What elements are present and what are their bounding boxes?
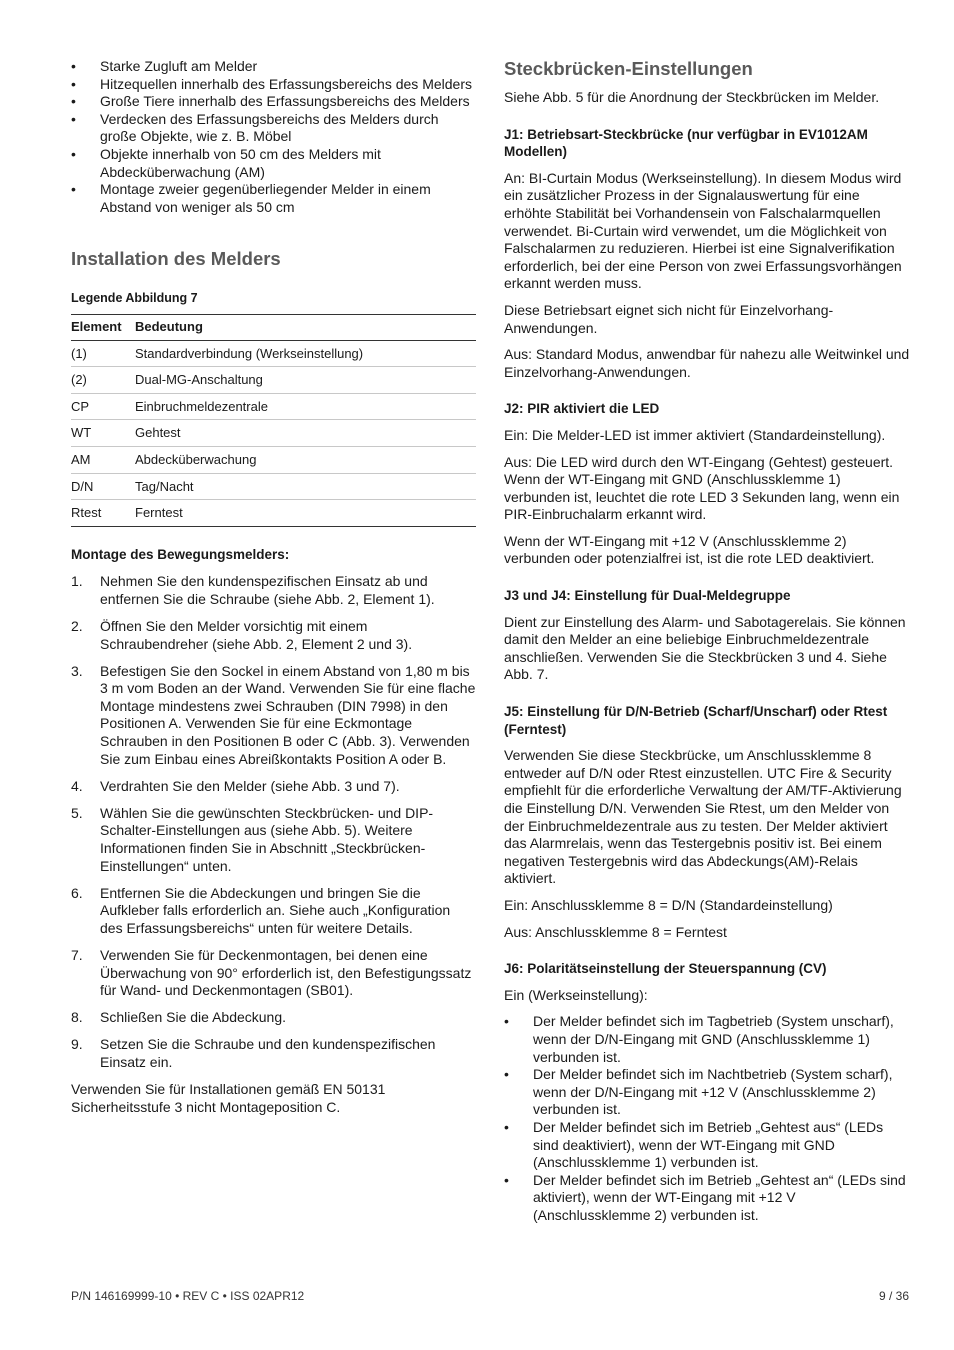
paragraph: Wenn der WT-Eingang mit +12 V (Anschlussklemme 2) verbunden oder potenzialfrei ist, ist die rote LED deaktiviert. <box>504 532 875 567</box>
table-cell: Tag/Nacht <box>135 473 476 500</box>
table-row <box>71 367 476 394</box>
j2-heading: J2: PIR aktiviert die LED <box>504 401 660 417</box>
j1-heading: J1: Betriebsart-Steckbrücke (nur verfügbar in EV1012AM Modellen) <box>504 126 868 160</box>
step-text: Setzen Sie die Schraube und den kundenspezifischen Einsatz ein. <box>100 1036 436 1070</box>
step-text: Schließen Sie die Abdeckung. <box>100 1009 287 1026</box>
step-number: 2. <box>71 617 83 634</box>
right-column <box>504 58 910 1224</box>
table-cell: CP <box>71 393 135 420</box>
list-item: • Der Melder befindet sich im Betrieb „Gehtest an“ (LEDs sind aktiviert), wenn der WT-Eingang mit +12 V (Anschlussklemme 2) verbunden ist. <box>504 1172 910 1225</box>
list-item <box>71 947 476 1000</box>
table-row <box>71 393 476 420</box>
table-cell: (2) <box>71 367 135 394</box>
list-item: • Große Tiere innerhalb des Erfassungsbereichs des Melders <box>71 93 476 111</box>
step-number: 9. <box>71 1036 83 1053</box>
step-text: Verdrahten Sie den Melder (siehe Abb. 3 und 7). <box>100 777 400 794</box>
list-item <box>71 1009 476 1027</box>
paragraph: Diese Betriebsart eignet sich nicht für Einzelvorhang-Anwendungen. <box>504 301 834 336</box>
step-number: 8. <box>71 1009 83 1026</box>
step-text: Entfernen Sie die Abdeckungen und bringen Sie die Aufkleber falls erforderlich an. Siehe auch „Konfiguration des Erfassungsbereichs“ unten für weitere Details. <box>100 884 451 936</box>
footer-page-number: 9 / 36 <box>878 1289 909 1303</box>
hazard-list <box>71 58 476 216</box>
list-item: • Der Melder befindet sich im Tagbetrieb (System unscharf), wenn der D/N-Eingang mit GND (Anschlussklemme 1) verbunden ist. <box>504 1013 910 1066</box>
table-cell: D/N <box>71 473 135 500</box>
list-item <box>71 805 476 875</box>
list-item <box>71 618 476 653</box>
table-cell: Standardverbindung (Werkseinstellung) <box>135 340 476 367</box>
column-header: Bedeutung <box>135 314 476 340</box>
paragraph: Aus: Anschlussklemme 8 = Ferntest <box>504 923 727 940</box>
step-number: 1. <box>71 573 83 590</box>
paragraph: An: BI-Curtain Modus (Werkseinstellung). In diesem Modus wird ein zusätzlicher Prozess in der Signalauswertung für eine erhöhte Stabilität bei Vorhandensein von Falschalarmquellen verwendet. Bi-Curtain wird verwendet, um die Möglichkeit von Falschalarmen zu reduzieren. Hierbei ist eine Signalverifikation erforderlich, bei der eine Person von zwei Erfassungsvorhängen erkannt werden muss. <box>504 169 902 292</box>
list-item: • Montage zweier gegenüberliegender Melder in einem Abstand von weniger als 50 cm <box>71 181 476 216</box>
table-cell: Dual-MG-Anschaltung <box>135 367 476 394</box>
montage-heading: Montage des Bewegungsmelders: <box>71 546 290 562</box>
montage-steps <box>71 573 476 1071</box>
step-number: 4. <box>71 777 83 794</box>
step-text: Öffnen Sie den Melder vorsichtig mit einem Schraubendreher (siehe Abb. 2, Element 2 und 3). <box>100 617 413 652</box>
step-number: 6. <box>71 884 83 901</box>
paragraph: Ein: Anschlussklemme 8 = D/N (Standardeinstellung) <box>504 896 833 913</box>
paragraph: Ein: Die Melder-LED ist immer aktiviert (Standardeinstellung). <box>504 426 886 443</box>
table-cell: AM <box>71 446 135 473</box>
step-number: 5. <box>71 804 83 821</box>
list-item <box>71 573 476 608</box>
list-item: • Verdecken des Erfassungsbereichs des Melders durch große Objekte, wie z. B. Möbel <box>71 111 476 146</box>
list-item: • Starke Zugluft am Melder <box>71 58 476 76</box>
list-item: • Hitzequellen innerhalb des Erfassungsbereichs des Melders <box>71 76 476 94</box>
list-item: • Der Melder befindet sich im Betrieb „Gehtest aus“ (LEDs sind deaktiviert), wenn der WT-Eingang mit GND (Anschlussklemme 1) verbunden ist. <box>504 1119 910 1172</box>
paragraph: Dient zur Einstellung des Alarm- und Sabotagerelais. Sie können damit den Melder an eine beliebige Einbruchmeldezentrale anschließen. Verwenden Sie die Steckbrücken 3 und 4. Siehe Abb. 7. <box>504 613 906 683</box>
section-heading-jumper-settings: Steckbrücken-Einstellungen <box>504 58 753 79</box>
table-row <box>71 340 476 367</box>
table-cell: (1) <box>71 340 135 367</box>
paragraph: Aus: Standard Modus, anwendbar für nahezu alle Weitwinkel und Einzelvorhang-Anwendungen. <box>504 346 910 380</box>
list-item <box>71 1036 476 1071</box>
step-text: Verwenden Sie für Deckenmontagen, bei denen eine Überwachung von 90° erforderlich ist, den Befestigungssatz für Wand- und Deckenmontagen (SB01). <box>100 946 472 999</box>
j5-heading: J5: Einstellung für D/N-Betrieb (Scharf/Unscharf) oder Rtest (Ferntest) <box>504 704 888 737</box>
step-text: Nehmen Sie den kundenspezifischen Einsatz ab und entfernen Sie die Schraube (siehe Abb. 2, Element 1). <box>100 573 435 607</box>
legend-title: Legende Abbildung 7 <box>71 291 198 306</box>
step-number: 3. <box>71 662 83 679</box>
legend-table <box>71 314 476 527</box>
table-row <box>71 500 476 527</box>
table-header-row <box>71 314 476 340</box>
table-cell: Ferntest <box>135 505 183 521</box>
closing-paragraph: Verwenden Sie für Installationen gemäß EN 50131 Sicherheitsstufe 3 nicht Montageposition C. <box>71 1081 386 1115</box>
list-item: • Der Melder befindet sich im Nachtbetrieb (System scharf), wenn der D/N-Eingang mit +12 V (Anschlussklemme 2) verbunden ist. <box>504 1066 910 1119</box>
list-item: • Objekte innerhalb von 50 cm des Melders mit Abdecküberwachung (AM) <box>71 146 476 181</box>
section-heading-installation: Installation des Melders <box>71 248 281 270</box>
paragraph: Aus: Die LED wird durch den WT-Eingang (Gehtest) gesteuert. Wenn der WT-Eingang mit GND (Anschlussklemme 1) verbunden ist, leuchtet die rote LED 3 Sekunden lang, wenn ein PIR-Einbruchalarm erkannt wird. <box>504 453 900 523</box>
table-cell: WT <box>71 420 135 447</box>
list-item <box>71 885 476 938</box>
footer-part-number: P/N 146169999-10 • REV C • ISS 02APR12 <box>71 1289 305 1303</box>
left-column <box>71 58 476 1116</box>
step-text: Wählen Sie die gewünschten Steckbrücken- und DIP-Schalter-Einstellungen aus (siehe Abb. 5). Weitere Informationen finden Sie in Abschnitt „Steckbrücken-Einstellungen“ unten. <box>100 804 434 874</box>
list-item <box>71 778 476 796</box>
table-cell: Rtest <box>71 505 102 521</box>
table-cell: Abdecküberwachung <box>135 446 476 473</box>
paragraph: Ein (Werkseinstellung): <box>504 986 648 1003</box>
step-number: 7. <box>71 946 83 963</box>
table-cell: Gehtest <box>135 420 476 447</box>
table-row <box>71 446 476 473</box>
step-text: Befestigen Sie den Sockel in einem Abstand von 1,80 m bis 3 m vom Boden an der Wand. Verwenden Sie für eine flache Montage mindestens zwei Schrauben (DIN 7998) in den Positionen A. Verwenden Sie für eine Eckmontage Schrauben in den Positionen B oder C (Abb. 3). Verwenden Sie zum Einbau eines Abreißkontakts Position A oder B. <box>100 662 476 767</box>
j34-heading: J3 und J4: Einstellung für Dual-Meldegruppe <box>504 588 791 604</box>
table-row <box>71 420 476 447</box>
j6-list <box>504 1013 910 1224</box>
paragraph: Siehe Abb. 5 für die Anordnung der Steckbrücken im Melder. <box>504 89 880 105</box>
column-header: Element <box>71 314 135 340</box>
table-cell: Einbruchmeldezentrale <box>135 393 476 420</box>
list-item <box>71 663 476 769</box>
j6-heading: J6: Polaritätseinstellung der Steuerspannung (CV) <box>504 961 827 977</box>
table-row <box>71 473 476 500</box>
paragraph: Verwenden Sie diese Steckbrücke, um Anschlussklemme 8 entweder auf D/N oder Rtest einzustellen. UTC Fire & Security empfiehlt für die erforderliche Verwaltung der AM/TF-Aktivierung die Einstellung D/N. Verwenden Sie Rtest, um den Melder von der Einbruchmeldezentrale aus zu testen. Der Melder aktiviert das Alarmrelais, wenn das Testergebnis positiv ist. Bei einem negativen Testergebnis wird das Abdeckungs(AM)-Relais aktiviert. <box>504 747 902 887</box>
